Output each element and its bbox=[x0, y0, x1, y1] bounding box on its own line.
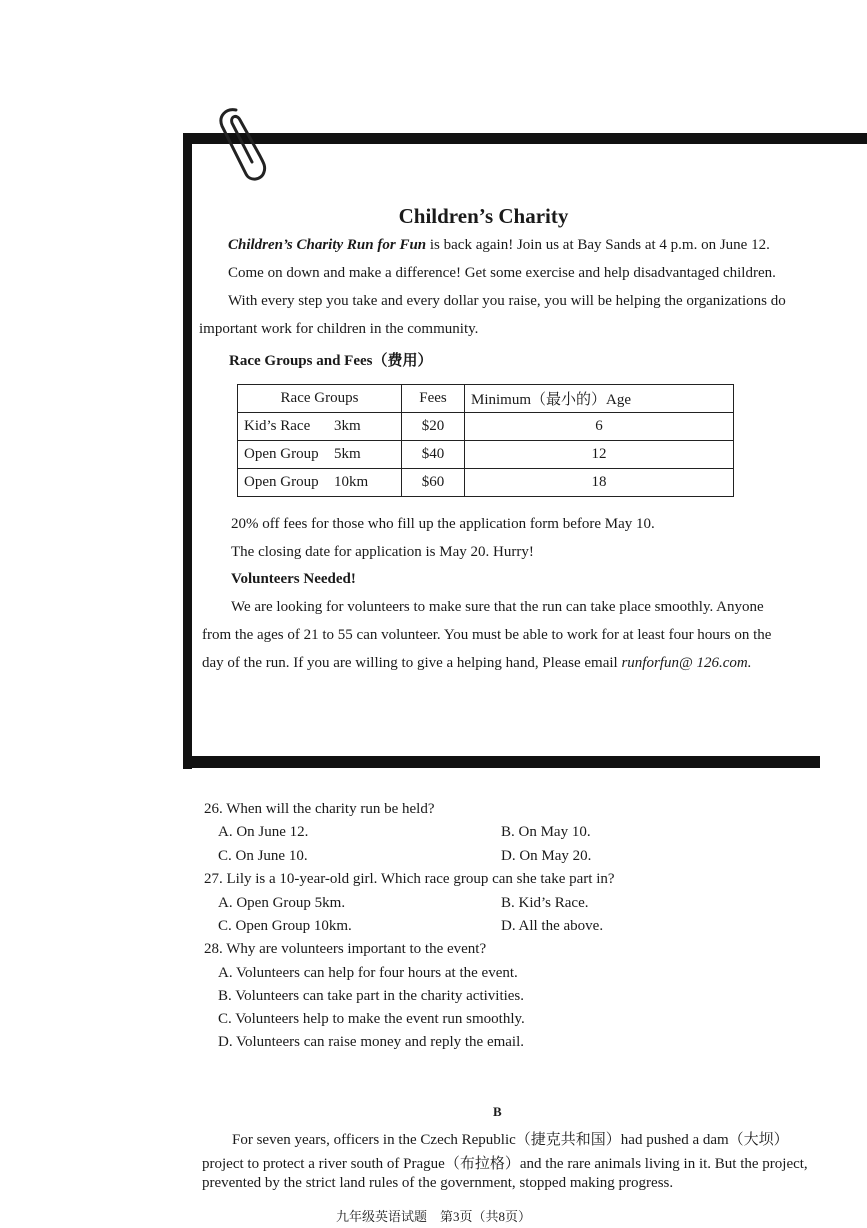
section-b-line-3: prevented by the strict land rules of the government, stopped making progress. bbox=[202, 1175, 674, 1191]
volunteers-line-3 bbox=[202, 655, 752, 672]
question-26-option-a: A. On June 12. bbox=[218, 824, 309, 840]
table-row bbox=[238, 413, 734, 441]
fee-cell: $60 bbox=[402, 469, 465, 497]
race-groups-heading: Race Groups and Fees（费用） bbox=[229, 353, 433, 369]
header-min-age: Minimum（最小的）Age bbox=[465, 385, 734, 413]
age-cell: 18 bbox=[465, 469, 734, 497]
question-27-option-c: C. Open Group 10km. bbox=[218, 918, 352, 934]
notice-frame-bottom bbox=[192, 756, 820, 768]
notice-frame-top bbox=[183, 133, 867, 144]
discount-note: 20% off fees for those who fill up the application form before May 10. bbox=[231, 516, 655, 532]
page-footer: 九年级英语试题 第3页（共8页） bbox=[335, 1209, 531, 1224]
volunteers-line-1: We are looking for volunteers to make sure that the run can take place smoothly. Anyone bbox=[231, 599, 764, 615]
question-28-option-d: D. Volunteers can raise money and reply the email. bbox=[218, 1034, 525, 1050]
race-distance: 5km bbox=[334, 446, 361, 462]
question-26-option-d: D. On May 20. bbox=[501, 848, 592, 864]
header-race-groups: Race Groups bbox=[238, 385, 402, 413]
section-b-line-1: For seven years, officers in the Czech Republic（捷克共和国）had pushed a dam（大坝） bbox=[232, 1132, 789, 1148]
question-28-stem: 28. Why are volunteers important to the event? bbox=[204, 941, 487, 957]
table-row bbox=[238, 441, 734, 469]
question-26-stem: 26. When will the charity run be held? bbox=[204, 801, 435, 817]
question-26-option-b: B. On May 10. bbox=[501, 824, 591, 840]
race-distance: 3km bbox=[334, 418, 361, 434]
volunteers-heading: Volunteers Needed! bbox=[231, 571, 356, 587]
event-name: Children’s Charity Run for Fun bbox=[228, 237, 427, 253]
section-b-label: B bbox=[493, 1104, 502, 1119]
age-cell: 6 bbox=[465, 413, 734, 441]
notice-line-4: important work for children in the community. bbox=[199, 321, 479, 337]
age-cell: 12 bbox=[465, 441, 734, 469]
table-row bbox=[238, 469, 734, 497]
volunteers-line-2: from the ages of 21 to 55 can volunteer. You must be able to work for at least four hours on the bbox=[202, 627, 772, 643]
race-group-name: Open Group bbox=[244, 474, 319, 490]
race-group-name: Open Group bbox=[244, 446, 319, 462]
section-b-line-2: project to protect a river south of Prague（布拉格）and the rare animals living in it. But the project, bbox=[202, 1156, 808, 1172]
intro-line bbox=[228, 237, 770, 254]
question-27-option-d: D. All the above. bbox=[501, 918, 604, 934]
closing-date-note: The closing date for application is May 20. Hurry! bbox=[231, 544, 534, 560]
notice-line-3: With every step you take and every dollar you raise, you will be helping the organizations do bbox=[228, 293, 786, 309]
race-group-name: Kid’s Race bbox=[244, 418, 311, 434]
fee-cell: $20 bbox=[402, 413, 465, 441]
question-27-stem: 27. Lily is a 10-year-old girl. Which race group can she take part in? bbox=[204, 871, 615, 887]
contact-email: runforfun@ 126.com. bbox=[621, 655, 752, 671]
notice-line-2: Come on down and make a difference! Get some exercise and help disadvantaged children. bbox=[228, 265, 776, 281]
race-group-cell bbox=[238, 441, 402, 469]
volunteers-line-3-text: day of the run. If you are willing to give a helping hand, Please email bbox=[202, 655, 622, 671]
race-group-cell bbox=[238, 469, 402, 497]
question-26-option-c: C. On June 10. bbox=[218, 848, 308, 864]
paperclip-icon bbox=[208, 104, 278, 184]
question-28-option-a: A. Volunteers can help for four hours at the event. bbox=[218, 965, 518, 981]
notice-title: Children’s Charity bbox=[398, 204, 569, 228]
race-fees-table bbox=[237, 384, 734, 497]
question-28-option-b: B. Volunteers can take part in the charity activities. bbox=[218, 988, 525, 1004]
table-header-row bbox=[238, 385, 734, 413]
fee-cell: $40 bbox=[402, 441, 465, 469]
question-27-option-b: B. Kid’s Race. bbox=[501, 895, 589, 911]
question-28-option-c: C. Volunteers help to make the event run smoothly. bbox=[218, 1011, 525, 1027]
race-group-cell bbox=[238, 413, 402, 441]
intro-rest: is back again! Join us at Bay Sands at 4 p.m. on June 12. bbox=[426, 237, 770, 253]
race-distance: 10km bbox=[334, 474, 369, 490]
question-27-option-a: A. Open Group 5km. bbox=[218, 895, 346, 911]
header-fees: Fees bbox=[402, 385, 465, 413]
